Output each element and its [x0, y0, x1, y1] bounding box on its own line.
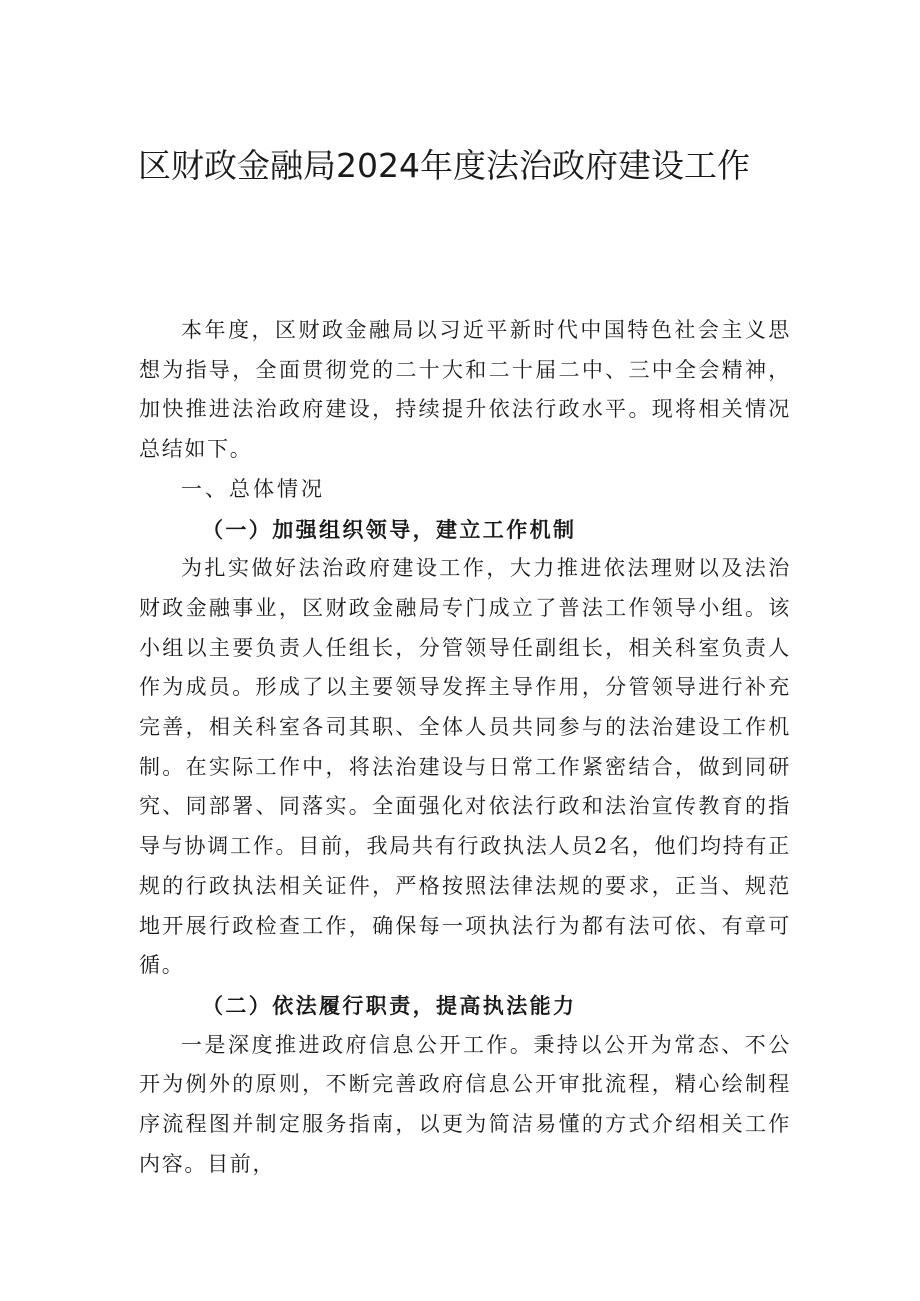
intro-paragraph: 本年度，区财政金融局以习近平新时代中国特色社会主义思想为指导，全面贯彻党的二十大和二十届二中、三中全会精神，加快推进法治政府建设，持续提升依法行政水平。现将相关情况总结如下。 — [139, 318, 791, 462]
section-heading-overview: 一、总体情况 — [181, 476, 325, 501]
subsection-heading-organization: （一）加强组织领导，建立工作机制 — [202, 516, 577, 542]
duties-paragraph: 一是深度推进政府信息公开工作。秉持以公开为常态、不公开为例外的原则，不断完善政府信息公开审批流程，精心绘制程序流程图并制定服务指南，以更为简洁易懂的方式介绍相关工作内容。目前， — [139, 1032, 791, 1176]
document-body — [139, 311, 791, 1184]
document-title: 区财政金融局2024年度法治政府建设工作 — [138, 146, 750, 185]
organization-paragraph: 为扎实做好法治政府建设工作，大力推进依法理财以及法治财政金融事业，区财政金融局专门成立了普法工作领导小组。该小组以主要负责人任组长，分管领导任副组长，相关科室负责人作为成员。形成了以主要领导发挥主导作用，分管领导进行补充完善，相关科室各司其职、全体人员共同参与的法治建设工作机制。在实际工作中，将法治建设与日常工作紧密结合，做到同研究、同部署、同落实。全面强化对依法行政和法治宣传教育的指导与协调工作。目前，我局共有行政执法人员2名，他们均持有正规的行政执法相关证件，严格按照法律法规的要求，正当、规范地开展行政检查工作，确保每一项执法行为都有法可依、有章可循。 — [139, 556, 791, 978]
subsection-heading-duties: （二）依法履行职责，提高执法能力 — [202, 992, 577, 1018]
